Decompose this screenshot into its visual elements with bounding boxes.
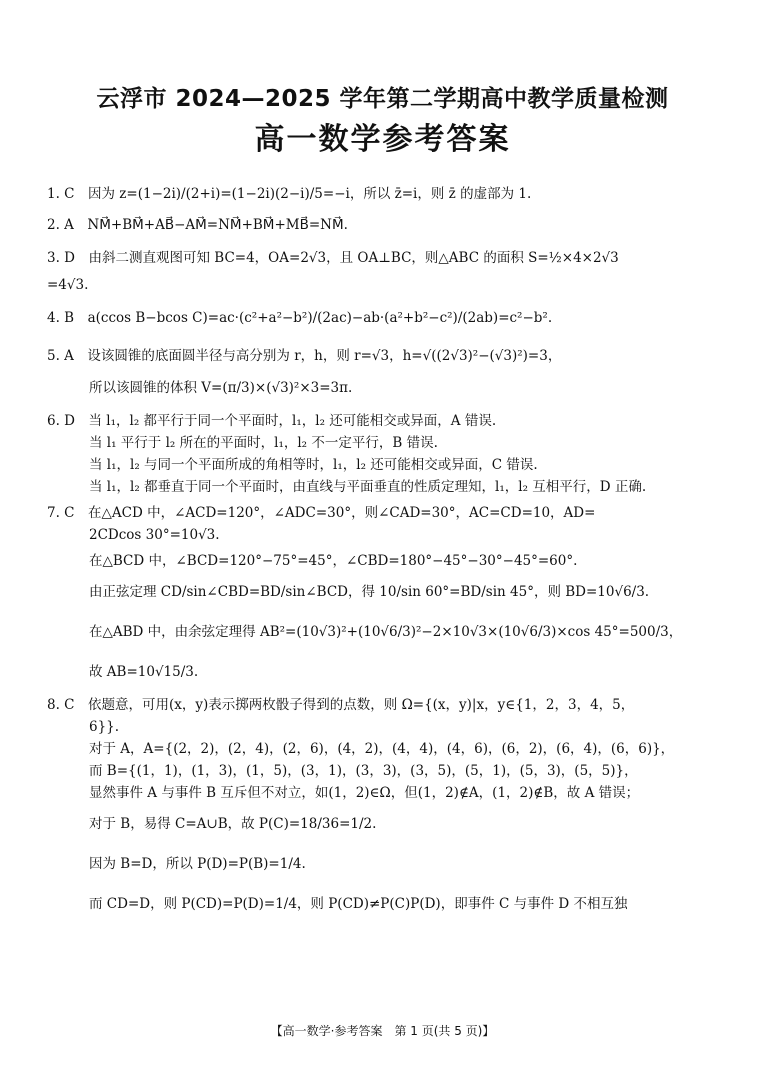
answer-line: 在△BCD 中，∠BCD=120°−75°=45°，∠CBD=180°−45°−30°−45°=60°. xyxy=(89,553,578,569)
answer-line: 1. C 因为 z=(1−2i)/(2+i)=(1−2i)(2−i)/5=−i，所以 z̄=i，则 z̄ 的虚部为 1. xyxy=(47,186,532,202)
answer-line: 当 l₁，l₂ 都垂直于同一个平面时，由直线与平面垂直的性质定理知，l₁，l₂ 互相平行，D 正确. xyxy=(89,479,647,495)
answer-list xyxy=(47,178,719,920)
answer-line: 因为 B=D，所以 P(D)=P(B)=1/4. xyxy=(89,856,306,872)
answer-line: 对于 B，易得 C=A∪B，故 P(C)=18/36=1/2. xyxy=(89,816,377,832)
answer-line: 当 l₁ 平行于 l₂ 所在的平面时，l₁，l₂ 不一定平行，B 错误. xyxy=(89,435,438,451)
answer-line: 4. B a(ccos B−bcos C)=ac·(c²+a²−b²)/(2ac)−ab·(a²+b²−c²)/(2ab)=c²−b². xyxy=(47,310,553,326)
answer-line: 8. C 依题意，可用(x，y)表示掷两枚骰子得到的点数，则 Ω={(x，y)|x，y∈{1，2，3，4，5， xyxy=(47,697,635,713)
answer-line: 由正弦定理 CD/sin∠CBD=BD/sin∠BCD，得 10/sin 60°=BD/sin 45°，则 BD=10√6/3. xyxy=(89,584,650,600)
answer-line: 6}}. xyxy=(89,719,120,735)
answer-line: 2. A NM⃗+BM⃗+AB⃗−AM⃗=NM⃗+BM⃗+MB⃗=NM⃗. xyxy=(47,217,348,233)
answer-line: 5. A 设该圆锥的底面圆半径与高分别为 r，h，则 r=√3，h=√((2√3)²−(√3)²)=3， xyxy=(47,348,562,364)
answer-line: 2CDcos 30°=10√3. xyxy=(89,527,220,543)
page-footer: 【高一数学·参考答案 第 1 页(共 5 页)】 xyxy=(270,1024,495,1038)
exam-title: 云浮市 2024—2025 学年第二学期高中教学质量检测 xyxy=(96,86,669,112)
answer-line: 故 AB=10√15/3. xyxy=(89,664,199,680)
answer-line: 对于 A，A={(2，2)，(2，4)，(2，6)，(4，2)，(4，4)，(4，6)，(6，2)，(6，4)，(6，6)}， xyxy=(89,741,675,757)
answer-line: 所以该圆锥的体积 V=(π/3)×(√3)²×3=3π. xyxy=(89,380,353,396)
answer-line: 7. C 在△ACD 中，∠ACD=120°，∠ADC=30°，则∠CAD=30°，AC=CD=10，AD= xyxy=(47,505,596,521)
answer-line: 3. D 由斜二测直观图可知 BC=4，OA=2√3，且 OA⊥BC，则△ABC 的面积 S=½×4×2√3 xyxy=(47,250,619,266)
answer-line: 在△ABD 中，由余弦定理得 AB²=(10√3)²+(10√6/3)²−2×10√3×(10√6/3)×cos 45°=500/3， xyxy=(89,624,683,640)
answer-line: 当 l₁，l₂ 与同一个平面所成的角相等时，l₁，l₂ 还可能相交或异面，C 错误. xyxy=(89,457,538,473)
answer-line: 而 B={(1，1)，(1，3)，(1，5)，(3，1)，(3，3)，(3，5)，(5，1)，(5，3)，(5，5)}， xyxy=(89,763,638,779)
answer-line: 而 CD=D，则 P(CD)=P(D)=1/4，则 P(CD)≠P(C)P(D)，即事件 C 与事件 D 不相互独 xyxy=(89,896,628,912)
answer-line: =4√3. xyxy=(47,277,89,293)
answer-line: 6. D 当 l₁，l₂ 都平行于同一个平面时，l₁，l₂ 还可能相交或异面，A 错误. xyxy=(47,413,497,429)
answer-line: 显然事件 A 与事件 B 互斥但不对立，如(1，2)∈Ω，但(1，2)∉A，(1，2)∉B，故 A 错误； xyxy=(89,785,640,801)
answer-key-title: 高一数学参考答案 xyxy=(254,122,511,157)
